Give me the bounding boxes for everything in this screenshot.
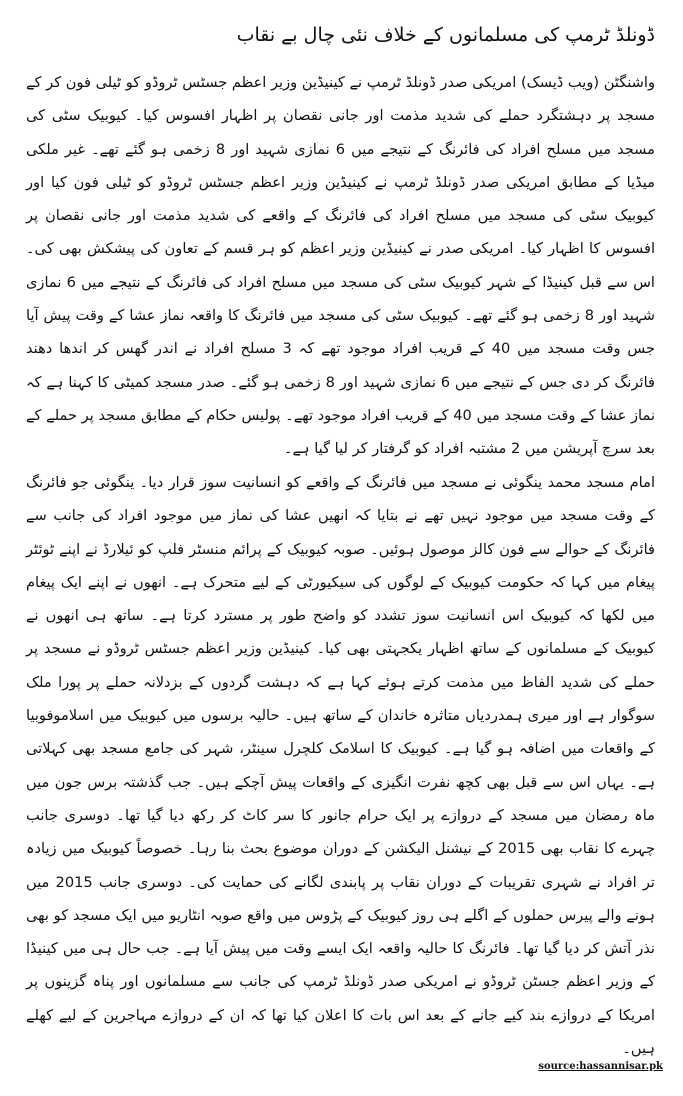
source-credit: source:hassannisar.pk	[538, 1061, 663, 1072]
article-headline: ڈونلڈ ٹرمپ کی مسلمانوں کے خلاف نئی چال بے نقاب	[236, 24, 655, 46]
article-paragraph-1: واشنگٹن (ویب ڈیسک) امریکی صدر ڈونلڈ ٹرمپ نے کینیڈین وزیر اعظم جسٹس ٹروڈو کو ٹیلی فون کر کے مسجد پر دہشتگرد حملے کی شدید مذمت اور جانی نقصان پر اظہار افسوس کیا۔ کیوبیک سٹی کی مسجد میں مسلح افراد کی فائرنگ کے نتیجے میں 6 نمازی شہید اور 8 زخمی ہو گئے تھے۔ غیر ملکی میڈیا کے مطابق امریکی صدر ڈونلڈ ٹرمپ نے کینیڈین وزیر اعظم جسٹس ٹروڈو کو ٹیلی فون کیا اور کیوبیک سٹی کی مسجد میں مسلح افراد کی فائرنگ کے واقعے کی شدید مذمت اور جانی نقصان پر افسوس کا اظہار کیا۔ امریکی صدر نے کینیڈین وزیر اعظم کو ہر قسم کے تعاون کی پیشکش بھی کی۔ اس سے قبل کینیڈا کے شہر کیوبیک سٹی کی مسجد میں مسلح افراد کی فائرنگ کے نتیجے میں 6 نمازی شہید اور 8 زخمی ہو گئے تھے۔ کیوبیک سٹی کی مسجد میں فائرنگ کا واقعہ نماز عشا کے وقت پیش آیا جس وقت مسجد میں 40 کے قریب افراد موجود تھے کہ 3 مسلح افراد نے اندر گھس کر اندھا دھند فائرنگ کر دی جس کے نتیجے میں 6 نمازی شہید اور 8 زخمی ہو گئے۔ صدر مسجد کمیٹی کا کہنا ہے کہ نماز عشا کے وقت مسجد میں 40 کے قریب افراد موجود تھے۔ پولیس حکام کے مطابق مسجد پر حملے کے بعد سرچ آپریشن میں 2 مشتبہ افراد کو گرفتار کر لیا گیا ہے۔	[26, 74, 656, 458]
article-paragraph-2: امام مسجد محمد ینگوئی نے مسجد میں فائرنگ کے واقعے کو انسانیت سوز قرار دیا۔ ینگوئی جو فائرنگ کے وقت مسجد میں موجود نہیں تھے نے بتایا کہ انھیں عشا کی نماز میں موجود افراد کی جانب سے فائرنگ کے حوالے سے فون کالز موصول ہوئیں۔ صوبہ کیوبیک کے پرائم منسٹر فلپ کو ئیلارڈ نے اپنے ٹوئٹر پیغام میں کہا کہ حکومت کیوبیک کے لوگوں کی سیکیورٹی کے لیے متحرک ہے۔ انھوں نے اپنے ایک پیغام میں لکھا کہ کیوبیک اس انسانیت سوز تشدد کو واضح طور پر مسترد کرتا ہے۔ ساتھ ہی انھوں نے کیوبیک کے مسلمانوں کے ساتھ اظہار یکجہتی بھی کیا۔ کینیڈین وزیر اعظم جسٹس ٹروڈو نے مسجد پر حملے کی شدید الفاظ میں مذمت کرتے ہوئے کہا ہے کہ دہشت گردوں کے بزدلانہ حملے پر پورا ملک سوگوار ہے اور میری ہمدردیاں متاثرہ خاندان کے ساتھ ہیں۔ حالیہ برسوں میں کیوبیک میں اسلاموفوبیا کے واقعات میں اضافہ ہو گیا ہے۔ کیوبیک کا اسلامک کلچرل سینٹر، شہر کی جامع مسجد بھی کہلاتی ہے۔ یہاں اس سے قبل بھی کچھ نفرت انگیزی کے واقعات پیش آچکے ہیں۔ جب گذشتہ برس جون میں ماہ رمضان میں مسجد کے دروازے پر ایک حرام جانور کا سر کاٹ کر رکھ دیا گیا تھا۔ دوسری جانب چہرے کا نقاب بھی 2015 کے نیشنل الیکشن کے دوران موضوع بحث بنا رہا۔ خصوصاً کیوبیک میں زیادہ تر افراد نے شہری تقریبات کے دوران نقاب پر پابندی لگانے کی حمایت کی۔ دوسری جانب 2015 میں ہونے والے پیرس حملوں کے اگلے ہی روز کیوبیک کے پڑوس میں واقع صوبہ انٹاریو میں ایک مسجد کو بھی نذر آتش کر دیا گیا تھا۔ فائرنگ کا حالیہ واقعہ ایک ایسے وقت میں پیش آیا ہے۔ جب حال ہی میں کینیڈا کے وزیر اعظم جسٹن ٹروڈو نے امریکی صدر ڈونلڈ ٹرمپ کی جانب سے مسلمانوں اور پناہ گزینوں پر امریکا کے دروازے بند کیے جانے کے بعد اس بات کا اعلان کیا تھا کہ ان کے دروازے مہاجرین کے لیے کھلے ہیں۔	[26, 474, 655, 1058]
